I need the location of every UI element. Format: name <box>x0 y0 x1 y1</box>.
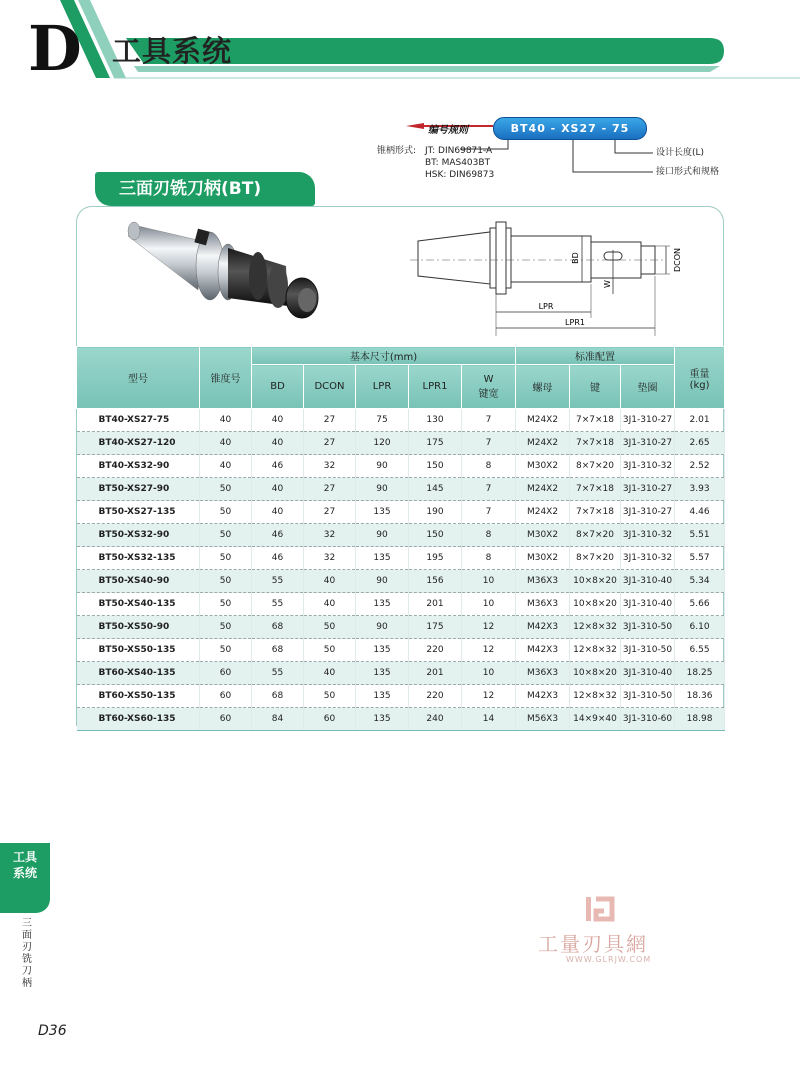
table-cell: 7 <box>462 409 516 432</box>
table-cell: 50 <box>200 616 252 639</box>
sidebar-vertical-title: 三面刃铣刀柄 <box>22 918 32 989</box>
table-cell: 10×8×20 <box>570 570 621 593</box>
table-cell: 135 <box>356 639 409 662</box>
table-cell: 135 <box>356 593 409 616</box>
model-cell: BT40-XS27-75 <box>77 409 200 432</box>
header-weight-text: 重量 (kg) <box>689 368 710 391</box>
table-cell: 2.01 <box>675 409 725 432</box>
header-title: 工具系统 <box>112 34 233 68</box>
table-cell: 6.10 <box>675 616 725 639</box>
table-cell: 10×8×20 <box>570 593 621 616</box>
watermark-text: 工量刃具網 <box>538 932 648 956</box>
table-cell: 8×7×20 <box>570 547 621 570</box>
table-cell: 46 <box>252 455 304 478</box>
table-row <box>77 616 725 639</box>
interface-spec-label: 接口形式和规格 <box>656 167 720 177</box>
model-cell: BT50-XS32-135 <box>77 547 200 570</box>
model-cell: BT50-XS40-135 <box>77 593 200 616</box>
code-rule-pill: BT40 - XS27 - 75 <box>493 117 647 140</box>
table-cell: 27 <box>304 432 356 455</box>
table-cell: 8×7×20 <box>570 524 621 547</box>
header-model: 型号 <box>77 347 200 409</box>
table-cell: 7 <box>462 501 516 524</box>
table-cell: 145 <box>409 478 462 501</box>
table-cell: 40 <box>200 409 252 432</box>
table-cell: 4.46 <box>675 501 725 524</box>
table-cell: 220 <box>409 639 462 662</box>
table-cell: M42X3 <box>516 616 570 639</box>
table-cell: 12 <box>462 685 516 708</box>
lpr1-label: LPR1 <box>565 318 585 327</box>
table-cell: 50 <box>200 524 252 547</box>
table-cell: 75 <box>356 409 409 432</box>
bd-label: BD <box>571 252 580 264</box>
header-weight <box>675 347 725 409</box>
model-cell: BT40-XS27-120 <box>77 432 200 455</box>
table-cell: 50 <box>200 593 252 616</box>
table-cell: M42X3 <box>516 685 570 708</box>
table-cell: 40 <box>252 432 304 455</box>
table-cell: 40 <box>252 501 304 524</box>
table-cell: 90 <box>356 524 409 547</box>
table-cell: 135 <box>356 685 409 708</box>
table-cell: 27 <box>304 501 356 524</box>
table-cell: 60 <box>304 708 356 731</box>
table-cell: 220 <box>409 685 462 708</box>
table-cell: 12 <box>462 639 516 662</box>
header-basic-size: 基本尺寸(mm) <box>252 347 516 365</box>
table-cell: 60 <box>200 662 252 685</box>
table-cell: 68 <box>252 639 304 662</box>
table-cell: 5.51 <box>675 524 725 547</box>
arrow-icon <box>406 123 424 129</box>
table-cell: 3J1-310-27 <box>621 409 675 432</box>
table-cell: 2.65 <box>675 432 725 455</box>
table-cell: M24X2 <box>516 409 570 432</box>
table-cell: 46 <box>252 524 304 547</box>
table-cell: 18.36 <box>675 685 725 708</box>
code-rule-label: 编号规则 <box>428 125 468 136</box>
table-cell: 12×8×32 <box>570 639 621 662</box>
taper-standard-hsk: HSK: DIN69873 <box>425 170 495 180</box>
model-cell: BT50-XS40-90 <box>77 570 200 593</box>
table-cell: M24X2 <box>516 432 570 455</box>
table-cell: 60 <box>200 685 252 708</box>
table-cell: 3J1-310-32 <box>621 547 675 570</box>
table-cell: 135 <box>356 708 409 731</box>
table-cell: 90 <box>356 570 409 593</box>
table-cell: 50 <box>200 639 252 662</box>
table-cell: 3J1-310-32 <box>621 524 675 547</box>
table-row <box>77 501 725 524</box>
table-row <box>77 524 725 547</box>
table-cell: 190 <box>409 501 462 524</box>
table-cell: 40 <box>304 662 356 685</box>
header-taper: 锥度号 <box>200 347 252 409</box>
w-label: W <box>603 280 612 288</box>
table-cell: 5.57 <box>675 547 725 570</box>
table-cell: 6.55 <box>675 639 725 662</box>
table-cell: M30X2 <box>516 547 570 570</box>
section-title: 三面刃铣刀柄(BT) <box>95 172 315 206</box>
table-row <box>77 593 725 616</box>
dcon-label: DCON <box>673 247 682 273</box>
table-cell: 8 <box>462 547 516 570</box>
table-cell: 3J1-310-50 <box>621 616 675 639</box>
table-cell: 156 <box>409 570 462 593</box>
header-lpr1: LPR1 <box>409 365 462 409</box>
table-cell: 46 <box>252 547 304 570</box>
table-cell: 32 <box>304 547 356 570</box>
table-cell: M42X3 <box>516 639 570 662</box>
header-bd: BD <box>252 365 304 409</box>
table-cell: 240 <box>409 708 462 731</box>
table-cell: 50 <box>200 570 252 593</box>
table-cell: M36X3 <box>516 593 570 616</box>
page-number: D36 <box>38 1023 67 1039</box>
table-cell: 55 <box>252 593 304 616</box>
table-cell: 7 <box>462 432 516 455</box>
table-cell: 3J1-310-40 <box>621 570 675 593</box>
table-row <box>77 685 725 708</box>
model-cell: BT40-XS32-90 <box>77 455 200 478</box>
header-w-text: W <box>483 373 494 385</box>
technical-drawing <box>410 214 700 340</box>
table-cell: 8 <box>462 524 516 547</box>
table-cell: M56X3 <box>516 708 570 731</box>
table-row <box>77 639 725 662</box>
table-cell: M24X2 <box>516 478 570 501</box>
table-row <box>77 409 725 432</box>
sidebar-tab <box>0 843 50 913</box>
table-cell: 84 <box>252 708 304 731</box>
table-cell: 175 <box>409 616 462 639</box>
table-cell: 195 <box>409 547 462 570</box>
table-cell: 3J1-310-27 <box>621 478 675 501</box>
table-cell: 7×7×18 <box>570 501 621 524</box>
table-cell: 90 <box>356 478 409 501</box>
table-cell: M30X2 <box>516 524 570 547</box>
sidebar-tab-text: 工具系统 <box>12 850 37 880</box>
table-cell: 50 <box>304 639 356 662</box>
table-cell: 3J1-310-50 <box>621 685 675 708</box>
table-cell: M36X3 <box>516 570 570 593</box>
table-cell: 50 <box>200 501 252 524</box>
table-cell: 150 <box>409 524 462 547</box>
table-cell: 27 <box>304 409 356 432</box>
table-cell: 18.25 <box>675 662 725 685</box>
table-cell: 68 <box>252 616 304 639</box>
table-cell: 5.34 <box>675 570 725 593</box>
table-cell: M36X3 <box>516 662 570 685</box>
table-cell: 50 <box>200 547 252 570</box>
table-cell: 201 <box>409 593 462 616</box>
header-lpr: LPR <box>356 365 409 409</box>
taper-standard-jt: JT: DIN69871-A <box>425 146 493 156</box>
model-cell: BT50-XS27-135 <box>77 501 200 524</box>
table-cell: 90 <box>356 455 409 478</box>
spec-table-body <box>77 409 725 731</box>
table-cell: 32 <box>304 524 356 547</box>
table-cell: 8 <box>462 455 516 478</box>
table-cell: 3J1-310-27 <box>621 501 675 524</box>
header-dcon: DCON <box>304 365 356 409</box>
tool-holder-photo <box>118 214 328 338</box>
header-nut: 螺母 <box>516 365 570 409</box>
table-cell: M30X2 <box>516 455 570 478</box>
table-cell: 3J1-310-50 <box>621 639 675 662</box>
header-washer: 垫圈 <box>621 365 675 409</box>
table-cell: 7×7×18 <box>570 432 621 455</box>
table-cell: 55 <box>252 570 304 593</box>
design-length-label: 设计长度(L) <box>656 148 705 158</box>
table-cell: 40 <box>200 432 252 455</box>
table-cell: 8×7×20 <box>570 455 621 478</box>
table-cell: 90 <box>356 616 409 639</box>
model-cell: BT60-XS60-135 <box>77 708 200 731</box>
table-cell: 135 <box>356 501 409 524</box>
table-cell: 10×8×20 <box>570 662 621 685</box>
table-cell: 10 <box>462 593 516 616</box>
table-cell: 3J1-310-40 <box>621 593 675 616</box>
table-cell: 2.52 <box>675 455 725 478</box>
table-row <box>77 478 725 501</box>
header-standard-config: 标准配置 <box>516 347 675 365</box>
model-cell: BT60-XS50-135 <box>77 685 200 708</box>
table-cell: 14 <box>462 708 516 731</box>
table-row <box>77 662 725 685</box>
table-cell: 130 <box>409 409 462 432</box>
table-row <box>77 708 725 731</box>
table-cell: 40 <box>252 409 304 432</box>
table-cell: 40 <box>304 570 356 593</box>
table-cell: M24X2 <box>516 501 570 524</box>
table-cell: 12 <box>462 616 516 639</box>
watermark-logo-icon <box>584 895 618 925</box>
table-cell: 135 <box>356 662 409 685</box>
table-cell: 40 <box>304 593 356 616</box>
spec-table <box>76 346 725 731</box>
table-cell: 3J1-310-32 <box>621 455 675 478</box>
table-cell: 7 <box>462 478 516 501</box>
table-cell: 50 <box>304 685 356 708</box>
model-cell: BT50-XS50-90 <box>77 616 200 639</box>
chapter-letter: D <box>28 12 82 85</box>
table-cell: 50 <box>304 616 356 639</box>
header-keyway-text: 键宽 <box>478 388 499 400</box>
table-cell: 150 <box>409 455 462 478</box>
table-row <box>77 547 725 570</box>
table-cell: 10 <box>462 570 516 593</box>
model-cell: BT50-XS27-90 <box>77 478 200 501</box>
watermark-url: WWW.GLRJW.COM <box>566 955 652 964</box>
table-cell: 135 <box>356 547 409 570</box>
table-cell: 27 <box>304 478 356 501</box>
table-cell: 5.66 <box>675 593 725 616</box>
table-cell: 7×7×18 <box>570 409 621 432</box>
table-cell: 14×9×40 <box>570 708 621 731</box>
table-cell: 50 <box>200 478 252 501</box>
taper-standard-bt: BT: MAS403BT <box>425 158 491 168</box>
header-w <box>462 365 516 409</box>
table-cell: 12×8×32 <box>570 616 621 639</box>
table-row <box>77 455 725 478</box>
table-cell: 3J1-310-40 <box>621 662 675 685</box>
table-cell: 3J1-310-60 <box>621 708 675 731</box>
table-cell: 201 <box>409 662 462 685</box>
table-cell: 12×8×32 <box>570 685 621 708</box>
table-row <box>77 570 725 593</box>
table-cell: 60 <box>200 708 252 731</box>
table-cell: 7×7×18 <box>570 478 621 501</box>
model-cell: BT60-XS40-135 <box>77 662 200 685</box>
table-row <box>77 432 725 455</box>
table-cell: 175 <box>409 432 462 455</box>
lpr-label: LPR <box>538 302 554 311</box>
table-cell: 40 <box>252 478 304 501</box>
header-key: 键 <box>570 365 621 409</box>
model-cell: BT50-XS50-135 <box>77 639 200 662</box>
table-cell: 3.93 <box>675 478 725 501</box>
table-cell: 32 <box>304 455 356 478</box>
model-cell: BT50-XS32-90 <box>77 524 200 547</box>
table-cell: 18.98 <box>675 708 725 731</box>
table-cell: 55 <box>252 662 304 685</box>
table-cell: 120 <box>356 432 409 455</box>
table-cell: 3J1-310-27 <box>621 432 675 455</box>
taper-form-label: 锥柄形式: <box>377 146 417 156</box>
table-cell: 40 <box>200 455 252 478</box>
table-cell: 10 <box>462 662 516 685</box>
table-cell: 68 <box>252 685 304 708</box>
